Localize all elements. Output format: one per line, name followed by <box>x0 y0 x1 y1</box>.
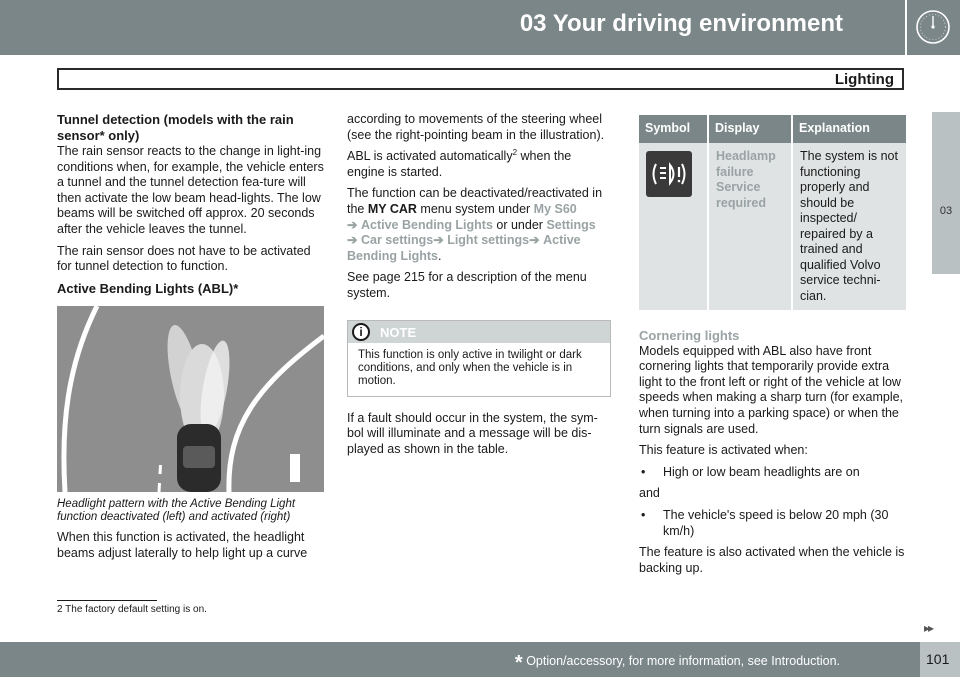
gauge-icon <box>905 0 960 55</box>
list-item <box>639 508 906 539</box>
menu-link-car-settings[interactable]: Car settings <box>360 233 434 248</box>
footnote-marker[interactable]: 2 <box>512 148 518 158</box>
table-cell-symbol <box>639 143 708 310</box>
column-middle <box>347 112 611 463</box>
menu-text-end: . <box>437 248 442 263</box>
note-header <box>348 321 610 343</box>
abl-paragraph-1: When this function is activated, the headlight beams adjust laterally to help light up a curve <box>57 530 308 560</box>
headlamp-warning-icon <box>646 151 692 197</box>
column-left <box>57 112 324 568</box>
menu-link-active-bending-lights[interactable]: Active Bending Lights <box>360 217 493 232</box>
menu-link-my-s60[interactable]: My S60 <box>533 201 577 216</box>
tunnel-paragraph-2: The rain sensor does not have to be activated for tunnel detection to function. <box>57 243 311 274</box>
footnote-divider <box>57 600 157 601</box>
arrow-icon: ➔ <box>347 233 358 248</box>
abl-auto-text: ABL is activated automatically <box>347 149 513 164</box>
footnote: 2 The factory default setting is on. <box>57 604 207 615</box>
my-car-label: MY CAR <box>367 201 417 216</box>
footer-star: * <box>514 652 523 674</box>
chapter-side-tab[interactable] <box>932 112 960 274</box>
note-title: NOTE <box>380 324 417 340</box>
abl-paragraph-2: according to movements of the steering wheel (see the right-pointing beam in the illustration). <box>347 112 605 142</box>
table-header-row <box>639 115 906 143</box>
abl-auto-text-end: when the engine is started. <box>347 149 572 179</box>
table-header-display: Display <box>708 115 792 143</box>
note-box <box>347 320 611 397</box>
header-bar <box>0 0 905 55</box>
menu-link-active-bending-lights-2[interactable]: Active Bending Lights <box>347 233 581 263</box>
footer-option-note: Option/accessory, for more information, see Introduction. <box>526 654 840 668</box>
cornering-paragraph-1: Models equipped with ABL also have front cornering lights that temporarily provide extra light to the front left or right of the vehicle at low speeds when making a sharp turn (for example, when turning into a parking space) or when the turn signals are used. <box>639 343 904 436</box>
note-body: This function is only active in twilight or dark conditions, and only when the vehicle is in motion. <box>358 348 582 387</box>
table-cell-explanation: The system is not functioning properly and should be inspected/ repaired by a trained and qualified Volvo service techni-cian. <box>792 143 906 310</box>
menu-link-settings[interactable]: Settings <box>546 217 596 232</box>
chapter-side-tab-label: 03 <box>939 205 953 217</box>
tunnel-detection-heading: Tunnel detection (models with the rain sensor* only) <box>57 112 294 143</box>
menu-text-mid: menu system under <box>416 201 534 216</box>
menu-text-or: or under <box>492 217 547 232</box>
list-item-text: High or low beam headlights are on <box>663 464 860 479</box>
arrow-icon: ➔ <box>529 233 540 248</box>
tunnel-paragraph-1: The rain sensor reacts to the change in light-ing conditions when, for example, the vehicle enters a tunnel and the tunnel detection fea-ture will then activate the low beam head-lights. The low beams will be switched off approx. 20 seconds after the vehicle leaves the tunnel. <box>57 144 324 236</box>
symbol-table <box>639 115 906 310</box>
abl-paragraph-3 <box>347 149 611 180</box>
list-item <box>639 465 906 481</box>
column-right <box>639 115 906 582</box>
bullet-icon: • <box>641 464 646 479</box>
footer-text <box>515 652 840 675</box>
arrow-icon: ➔ <box>433 233 444 248</box>
table-header-symbol: Symbol <box>639 115 708 143</box>
footer-bar <box>0 642 920 677</box>
menu-link-light-settings[interactable]: Light settings <box>447 233 530 248</box>
illustration-caption: Headlight pattern with the Active Bending Light function deactivated (left) and activated (right) <box>57 498 296 524</box>
menu-text-start: The function can be deactivated/reactivated in the <box>347 186 603 216</box>
cornering-lights-heading: Cornering lights <box>639 328 740 343</box>
table-header-explanation: Explanation <box>792 115 906 143</box>
and-text: and <box>639 486 660 501</box>
next-page-arrows-icon[interactable]: ▸▸ <box>924 621 933 635</box>
cornering-paragraph-2: This feature is activated when: <box>639 443 808 458</box>
table-row <box>639 143 906 310</box>
bullet-icon: • <box>641 507 646 522</box>
abl-menu-paragraph <box>347 186 611 264</box>
chapter-title: 03 Your driving environment <box>519 10 843 37</box>
table-cell-display: Headlamp failure Service required <box>708 143 792 310</box>
page-number: 101 <box>926 651 950 667</box>
section-header-box <box>57 68 904 90</box>
abl-heading: Active Bending Lights (ABL)* <box>57 280 239 296</box>
page-number-box <box>920 642 960 677</box>
cornering-paragraph-3: The feature is also activated when the vehicle is backing up. <box>639 545 905 575</box>
section-title: Lighting <box>834 71 894 88</box>
info-icon: i <box>352 323 370 341</box>
headlight-pattern-illustration <box>57 306 324 492</box>
list-item-text: The vehicle's speed is below 20 mph (30 km/h) <box>663 507 889 538</box>
menu-page-reference: See page 215 for a description of the menu system. <box>347 270 587 300</box>
fault-paragraph: If a fault should occur in the system, the sym-bol will illuminate and a message will be dis-played as shown in the table. <box>347 410 598 456</box>
arrow-icon: ➔ <box>347 217 358 232</box>
